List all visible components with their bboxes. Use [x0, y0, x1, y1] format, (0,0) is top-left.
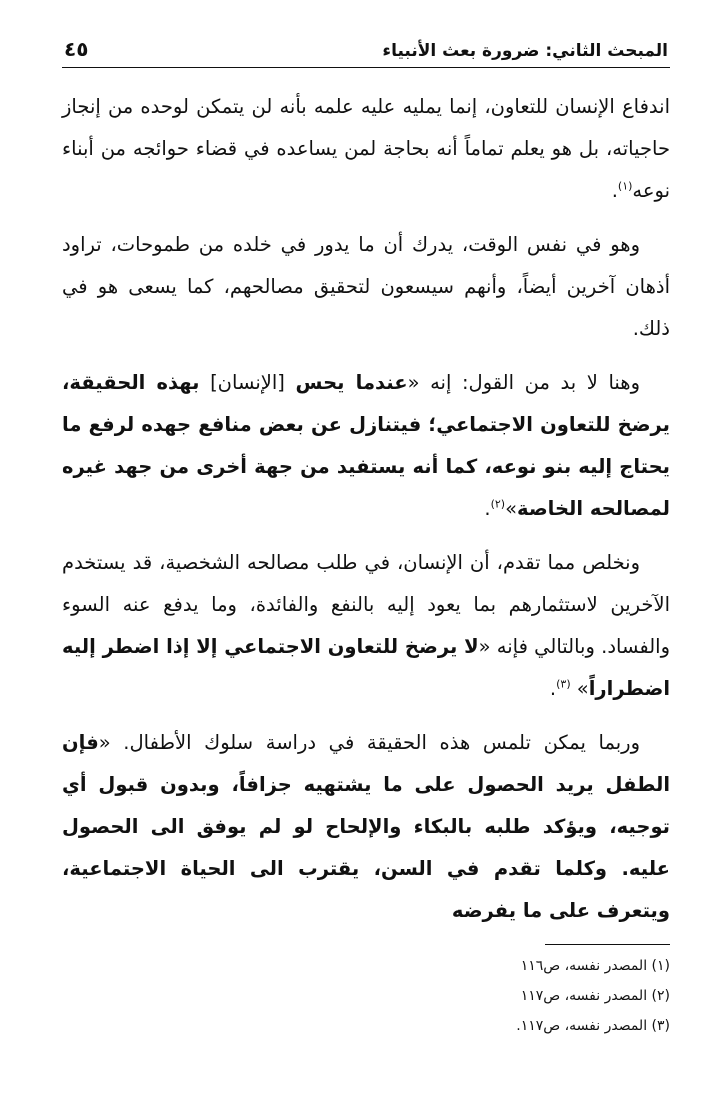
- footnote-3: (٣) المصدر نفسه، ص١١٧.: [516, 1018, 670, 1034]
- quote-bold: فإن الطفل يريد الحصول على ما يشتهيه جزافاً، وبدون قبول أي توجيه، ويؤكد طلبه بالبكاء والإلحاح لو لم يوفق الى الحصول عليه. وكلما تقدم في السن، يقترب الى الحياة الاجتماعية، ويتعرف على ما يفرضه: [62, 731, 670, 922]
- quote-bold: لا يرضخ للتعاون الاجتماعي إلا إذا اضطر إليه اضطراراً: [62, 635, 670, 700]
- paragraph-text: وهنا لا بد من القول: إنه «: [407, 371, 640, 394]
- paragraph-text: .: [611, 179, 618, 202]
- footnote-2: (٢) المصدر نفسه، ص١١٧: [520, 988, 670, 1004]
- footnote-ref-3: (٣): [556, 677, 571, 691]
- footnote-ref-2: (٢): [490, 497, 506, 511]
- paragraph-text: وهو في نفس الوقت، يدرك أن ما يدور في خلده من طموحات، تراود أذهان آخرين أيضاً، وأنهم سيسعون لتحقيق مصالحهم، كما يسعى هو في ذلك.: [62, 233, 670, 340]
- paragraph-text: »: [505, 497, 518, 520]
- paragraph-2: [62, 224, 670, 350]
- paragraph-text: وربما يمكن تلمس هذه الحقيقة في دراسة سلوك الأطفال. «: [98, 731, 640, 754]
- paragraph-text: .: [484, 497, 491, 520]
- footnote-divider: [545, 944, 670, 945]
- page-number: ٤٥: [64, 37, 89, 61]
- paragraph-3: [62, 362, 670, 530]
- footnote-ref-1: (١): [617, 179, 633, 193]
- paragraph-4: [62, 542, 670, 710]
- footnote-1: (١) المصدر نفسه، ص١١٦: [520, 958, 670, 974]
- body-text: [62, 86, 670, 932]
- footnotes: [62, 951, 670, 1041]
- quote-bold: عندما يحس: [295, 371, 408, 394]
- quote-bold: بهذه الحقيقة، يرضخ للتعاون الاجتماعي؛ فيتنازل عن بعض منافع جهده لرفع ما يحتاج إليه بنو نوعه، كما أنه يستفيد من جهة أخرى من جهد غيره لمصالحه الخاصة: [62, 371, 670, 520]
- paragraph-1: [62, 86, 670, 212]
- paragraph-text: ونخلص مما تقدم، أن الإنسان، في طلب مصالحه الشخصية، قد يستخدم الآخرين لاستثمارهم بما يعود إليه بالنفع والفائدة، وما يدفع عنه السوء والفساد. وبالتالي فإنه «: [62, 551, 670, 658]
- paragraph-text: اندفاع الإنسان للتعاون، إنما يمليه عليه علمه بأنه لن يتمكن لوحده من إنجاز حاجياته، بل هو يعلم تماماً أنه بحاجة لمن يساعده في قضاء حوائجه من أبناء نوعه: [62, 95, 670, 202]
- paragraph-text: [الإنسان]: [199, 371, 296, 394]
- running-title: المبحث الثاني: ضرورة بعث الأنبياء: [382, 41, 668, 61]
- paragraph-text: »: [570, 677, 589, 700]
- page-header: [62, 28, 670, 68]
- paragraph-text: .: [549, 677, 557, 700]
- paragraph-5: [62, 722, 670, 932]
- book-page: [62, 28, 670, 1041]
